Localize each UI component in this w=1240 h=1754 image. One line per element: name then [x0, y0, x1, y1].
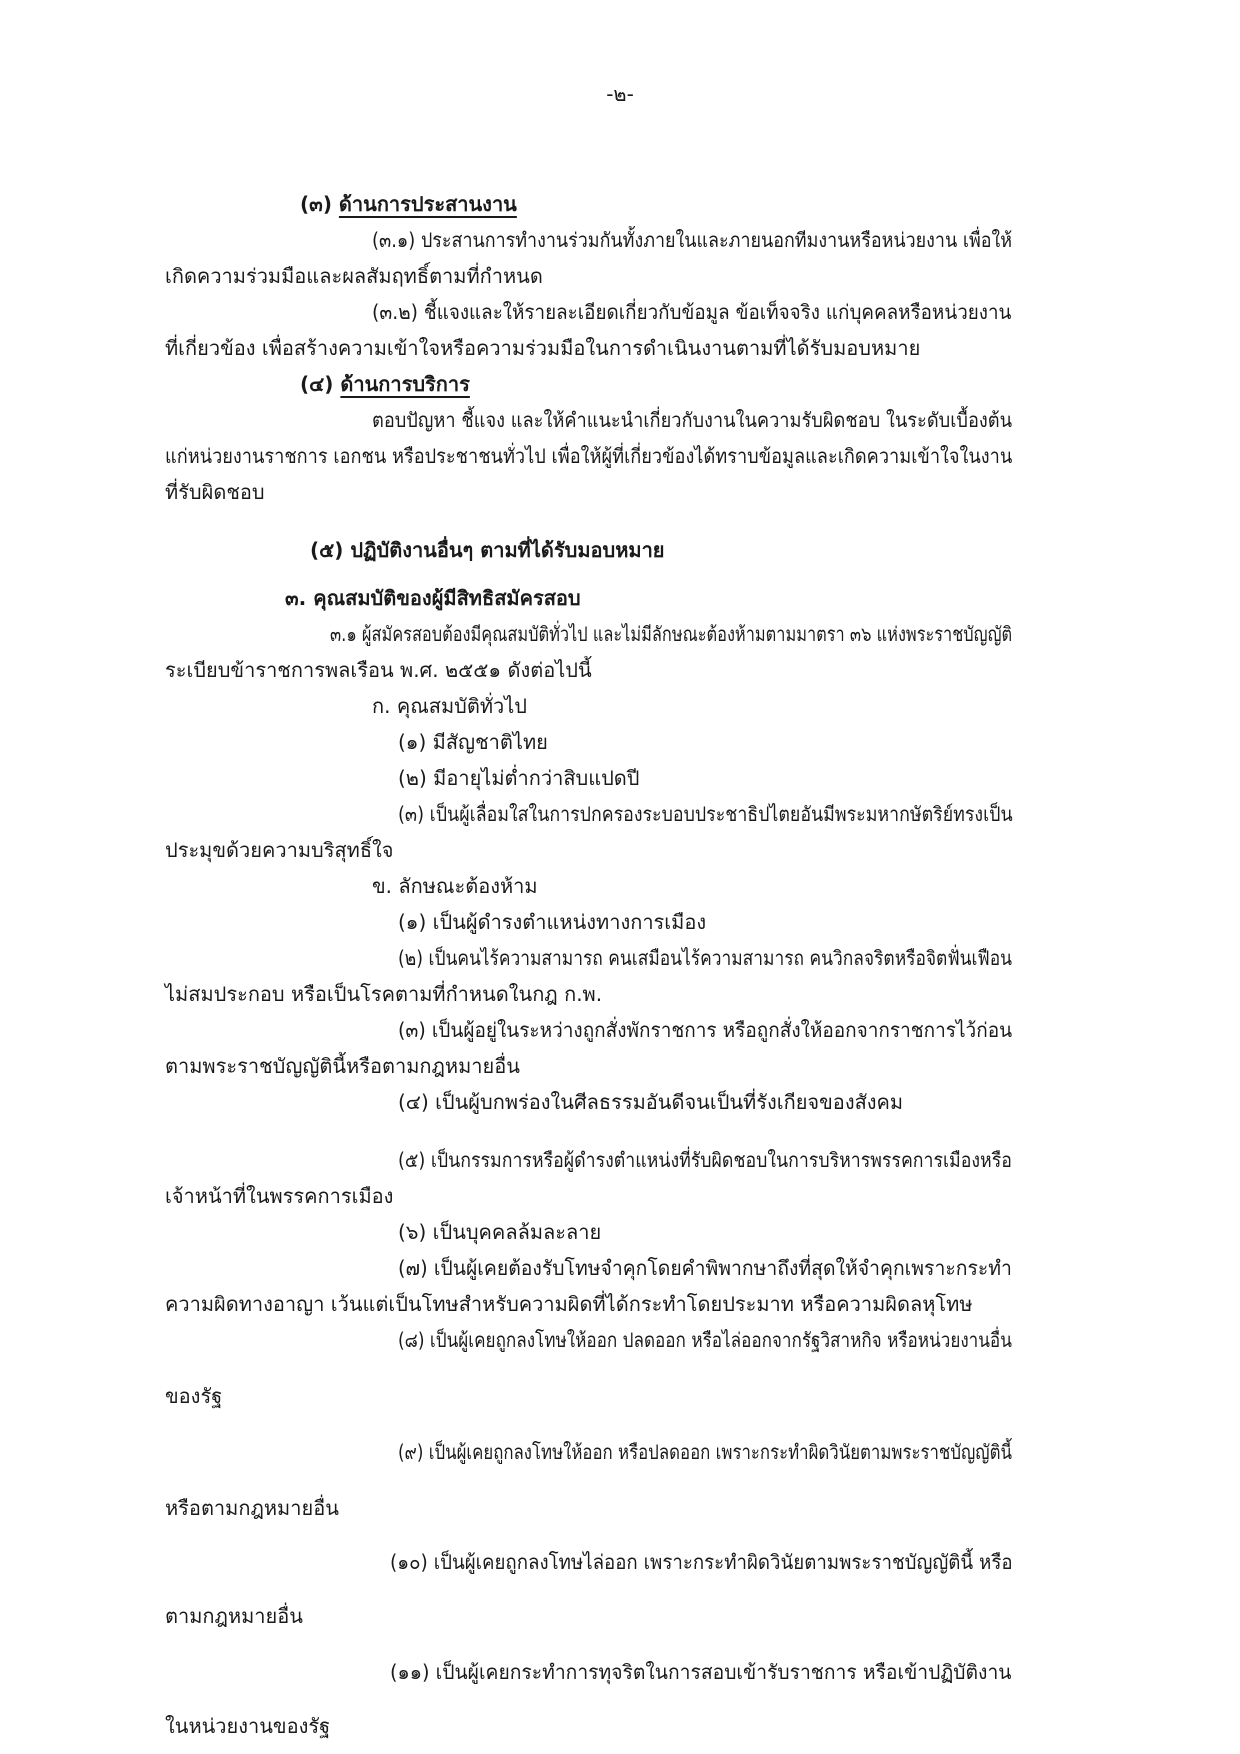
text-run: ตามพระราชบัญญัตินี้หรือตามกฎหมายอื่น: [165, 1054, 520, 1078]
text-run: เจ้าหน้าที่ในพรรคการเมือง: [165, 1184, 394, 1208]
text-line: [165, 264, 543, 288]
text-run: ของรัฐ: [165, 1384, 223, 1408]
text-run: (๘) เป็นผู้เคยถูกลงโทษให้ออก ปลดออก หรือไล่ออกจากรัฐวิสาหกิจ หรือหน่วยงานอื่น: [398, 1328, 1012, 1352]
text-run: ตามกฎหมายอื่น: [165, 1604, 303, 1628]
text-run: (๓) เป็นผู้อยู่ในระหว่างถูกสั่งพักราชการ หรือถูกสั่งให้ออกจากราชการไว้ก่อน: [398, 1018, 1013, 1042]
text-run: เกิดความร่วมมือและผลสัมฤทธิ์ตามที่กำหนด: [165, 264, 543, 288]
text-run: (๒) เป็นคนไร้ความสามารถ คนเสมือนไร้ความสามารถ คนวิกลจริตหรือจิตฟั่นเฟือน: [398, 946, 1013, 970]
text-line: [165, 1714, 330, 1738]
text-run: ด้านการประสานงาน: [338, 192, 517, 216]
text-line: [165, 336, 920, 360]
text-run: ที่เกี่ยวข้อง เพื่อสร้างความเข้าใจหรือความร่วมมือในการดำเนินงานตามที่ได้รับมอบหมาย: [165, 336, 921, 360]
text-line: [372, 408, 1012, 432]
text-line: [398, 1018, 1012, 1042]
text-line: [165, 658, 592, 682]
text-run: (๕) เป็นกรรมการหรือผู้ดำรงตำแหน่งที่รับผิดชอบในการบริหารพรรคการเมืองหรือ: [398, 1148, 1012, 1172]
text-run: (๓.๑) ประสานการทำงานร่วมกันทั้งภายในและภายนอกทีมงานหรือหน่วยงาน เพื่อให้: [372, 228, 1013, 252]
text-line: [330, 622, 1012, 646]
text-line: [372, 694, 527, 718]
text-run: ด้านการบริการ: [340, 372, 470, 396]
text-run: (๔) เป็นผู้บกพร่องในศีลธรรมอันดีจนเป็นที่รังเกียจของสังคม: [398, 1090, 904, 1114]
text-run: ไม่สมประกอบ หรือเป็นโรคตามที่กำหนดในกฎ ก.พ.: [165, 982, 603, 1006]
text-run: หรือตามกฎหมายอื่น: [165, 1496, 339, 1520]
text-run: (๑๐) เป็นผู้เคยถูกลงโทษไล่ออก เพราะกระทำผิดวินัยตามพระราชบัญญัตินี้ หรือ: [390, 1550, 1013, 1574]
text-run: (๑) มีสัญชาติไทย: [398, 730, 548, 754]
text-line: [398, 802, 1013, 826]
text-line: [372, 300, 1011, 324]
text-line: [372, 228, 1012, 252]
text-line: [165, 1496, 339, 1520]
text-line: [390, 1550, 1013, 1574]
text-line: [165, 838, 394, 862]
text-run: (๗) เป็นผู้เคยต้องรับโทษจำคุกโดยคำพิพากษาถึงที่สุดให้จำคุกเพราะกระทำ: [398, 1256, 1012, 1280]
text-line: [390, 1660, 1011, 1684]
text-run: (๙) เป็นผู้เคยถูกลงโทษให้ออก หรือปลดออก เพราะกระทำผิดวินัยตามพระราชบัญญัตินี้: [398, 1440, 1012, 1464]
text-line: [165, 480, 265, 504]
text-run: ที่รับผิดชอบ: [165, 480, 265, 504]
text-line: [398, 946, 1012, 970]
text-run: (๑) เป็นผู้ดำรงตำแหน่งทางการเมือง: [398, 910, 707, 934]
text-run: ๓. คุณสมบัติของผู้มีสิทธิสมัครสอบ: [285, 586, 581, 610]
page-number: -๒-: [606, 82, 634, 106]
text-run: ๓.๑ ผู้สมัครสอบต้องมีคุณสมบัติทั่วไป และไม่มีลักษณะต้องห้ามตามมาตรา ๓๖ แห่งพระราชบัญญัติ: [330, 622, 1013, 646]
text-run: (๖) เป็นบุคคลล้มละลาย: [398, 1220, 602, 1244]
text-run: (๓): [300, 192, 339, 216]
text-run: ข. ลักษณะต้องห้าม: [372, 874, 538, 898]
text-run: ตอบปัญหา ชี้แจง และให้คำแนะนำเกี่ยวกับงานในความรับผิดชอบ ในระดับเบื้องต้น: [372, 408, 1013, 432]
text-run: ในหน่วยงานของรัฐ: [165, 1714, 331, 1738]
text-line: [300, 372, 470, 396]
text-line: [165, 444, 1012, 468]
text-line: [398, 1090, 903, 1114]
text-line: [165, 982, 602, 1006]
text-run: (๕) ปฏิบัติงานอื่นๆ ตามที่ได้รับมอบหมาย: [310, 538, 665, 562]
text-line: [165, 1384, 222, 1408]
text-line: [165, 1184, 393, 1208]
text-run: ระเบียบข้าราชการพลเรือน พ.ศ. ๒๕๕๑ ดังต่อไปนี้: [165, 658, 592, 682]
text-line: [398, 1440, 1012, 1464]
text-line: [310, 538, 665, 562]
text-line: [165, 1292, 973, 1316]
text-run: ประมุขด้วยความบริสุทธิ์ใจ: [165, 838, 394, 862]
text-line: [398, 910, 706, 934]
text-line: [398, 1256, 1012, 1280]
text-run: แก่หน่วยงานราชการ เอกชน หรือประชาชนทั่วไป เพื่อให้ผู้ที่เกี่ยวข้องได้ทราบข้อมูลและเกิดความเข้าใจในงาน: [165, 444, 1013, 468]
text-line: [165, 1604, 303, 1628]
text-line: [398, 766, 640, 790]
text-line: [165, 1054, 520, 1078]
text-run: ความผิดทางอาญา เว้นแต่เป็นโทษสำหรับความผิดที่ได้กระทำโดยประมาท หรือความผิดลหุโทษ: [165, 1292, 973, 1316]
text-line: [285, 586, 581, 610]
text-run: (๔): [300, 372, 341, 396]
text-line: [398, 1148, 1012, 1172]
text-run: (๓) เป็นผู้เลื่อมใสในการปกครองระบอบประชาธิปไตยอันมีพระมหากษัตริย์ทรงเป็น: [398, 802, 1013, 826]
text-run: (๒) มีอายุไม่ต่ำกว่าสิบแปดปี: [398, 766, 640, 790]
text-run: (๓.๒) ชี้แจงและให้รายละเอียดเกี่ยวกับข้อมูล ข้อเท็จจริง แก่บุคคลหรือหน่วยงาน: [372, 300, 1012, 324]
text-line: [398, 1328, 1012, 1352]
text-run: ก. คุณสมบัติทั่วไป: [372, 694, 527, 718]
text-line: [300, 192, 517, 216]
text-line: [398, 730, 548, 754]
text-run: (๑๑) เป็นผู้เคยกระทำการทุจริตในการสอบเข้ารับราชการ หรือเข้าปฏิบัติงาน: [390, 1660, 1012, 1684]
text-line: [398, 1220, 601, 1244]
text-line: [372, 874, 538, 898]
